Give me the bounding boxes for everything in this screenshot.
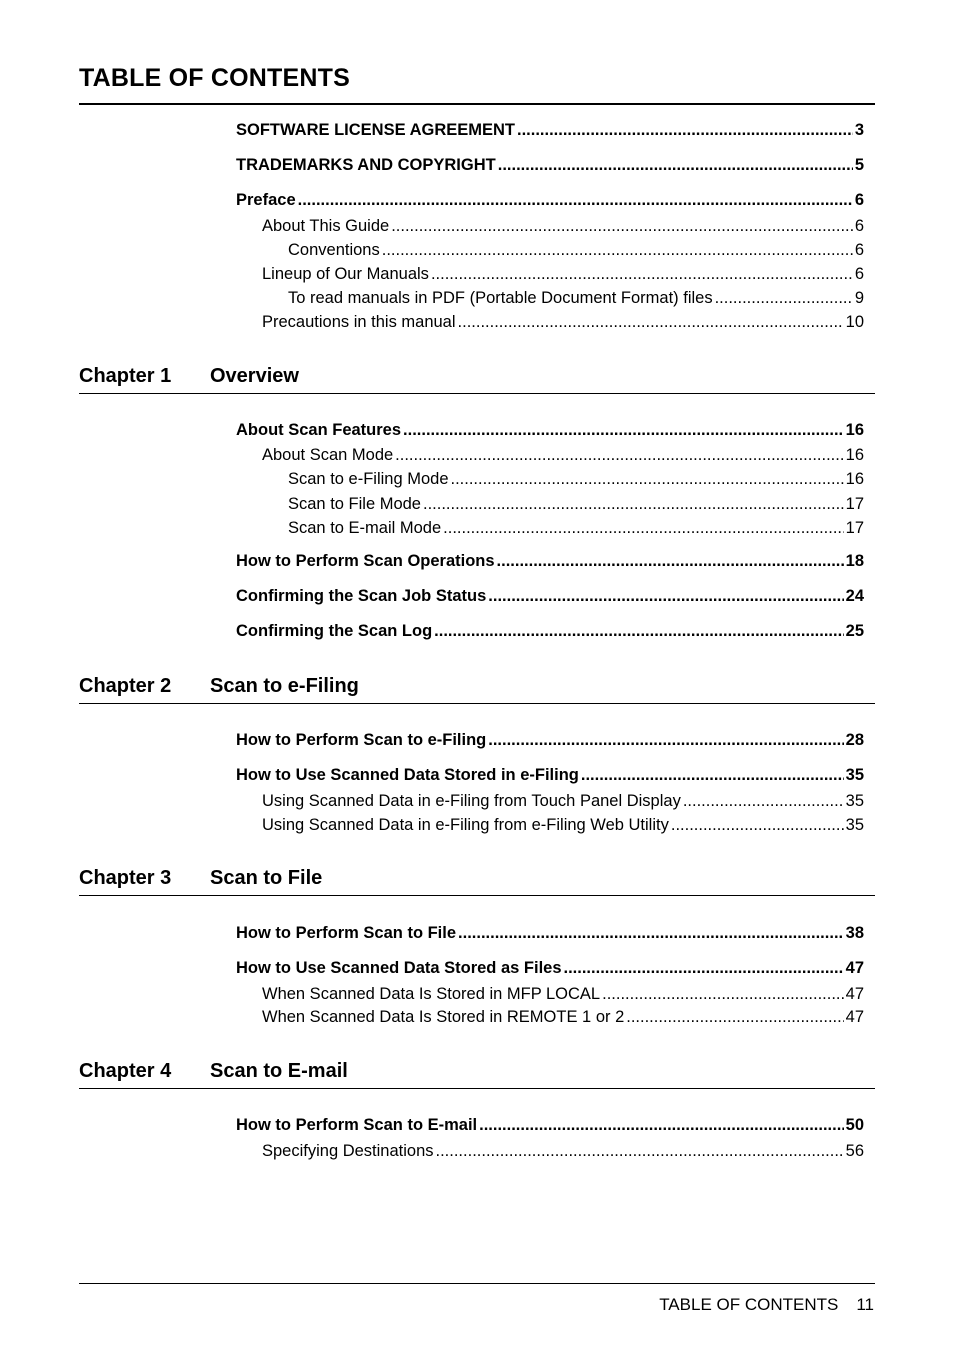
toc-entry-text: How to Perform Scan to File (236, 924, 457, 942)
leader-dots (458, 924, 844, 943)
toc-entry-text: Conventions (288, 241, 380, 259)
toc-entry-perform-scan-efiling[interactable] (236, 731, 864, 750)
page-title: TABLE OF CONTENTS (79, 64, 350, 92)
chapter-heading-1 (79, 365, 299, 388)
leader-dots (298, 191, 853, 210)
toc-entry-page: 16 (845, 446, 864, 464)
toc-entry-software-license[interactable] (236, 121, 864, 140)
toc-entry-precautions[interactable] (262, 313, 864, 332)
toc-entry-perform-scan-file[interactable] (236, 924, 864, 943)
toc-entry-preface[interactable] (236, 191, 864, 210)
toc-entry-text: TRADEMARKS AND COPYRIGHT (236, 156, 496, 174)
toc-entry-text: About This Guide (262, 217, 390, 235)
toc-entry-text: Lineup of Our Manuals (262, 265, 429, 283)
toc-entry-page: 25 (845, 622, 864, 640)
toc-entry-lineup-manuals[interactable] (262, 265, 864, 284)
toc-entry-text: About Scan Mode (262, 446, 394, 464)
toc-entry-text: How to Perform Scan to e-Filing (236, 731, 487, 749)
leader-dots (488, 587, 843, 606)
toc-entry-about-scan-features[interactable] (236, 421, 864, 440)
toc-entry-efiling-touch-panel[interactable] (262, 792, 864, 811)
toc-entry-text: How to Perform Scan Operations (236, 552, 495, 570)
chapter-divider (79, 393, 875, 394)
toc-entry-text: To read manuals in PDF (Portable Document Format) files (288, 289, 713, 307)
toc-entry-text: Preface (236, 191, 296, 209)
toc-entry-page: 6 (854, 217, 864, 235)
toc-entry-page: 16 (845, 470, 864, 488)
leader-dots (479, 1116, 844, 1135)
footer-divider (79, 1283, 875, 1284)
leader-dots (581, 766, 844, 785)
toc-entry-text: When Scanned Data Is Stored in REMOTE 1 or 2 (262, 1008, 625, 1026)
chapter-title: Overview (210, 365, 299, 387)
toc-entry-page: 28 (845, 731, 864, 749)
toc-entry-trademarks[interactable] (236, 156, 864, 175)
toc-entry-scan-log[interactable] (236, 622, 864, 641)
toc-entry-scan-job-status[interactable] (236, 587, 864, 606)
title-divider (79, 103, 875, 105)
toc-entry-about-scan-mode[interactable] (262, 446, 864, 465)
toc-entry-remote[interactable] (262, 1008, 864, 1027)
toc-entry-read-pdf[interactable] (288, 289, 864, 308)
leader-dots (715, 289, 853, 308)
toc-entry-page: 47 (845, 1008, 864, 1026)
leader-dots (391, 217, 853, 236)
toc-entry-text: Using Scanned Data in e-Filing from e-Filing Web Utility (262, 816, 669, 834)
toc-entry-text: How to Use Scanned Data Stored as Files (236, 959, 562, 977)
toc-entry-text: Using Scanned Data in e-Filing from Touch Panel Display (262, 792, 681, 810)
page-footer (659, 1295, 874, 1315)
toc-entry-page: 35 (845, 766, 864, 784)
toc-entry-text: Confirming the Scan Job Status (236, 587, 487, 605)
toc-entry-page: 17 (845, 495, 864, 513)
leader-dots (497, 552, 844, 571)
toc-entry-conventions[interactable] (288, 241, 864, 260)
chapter-heading-4 (79, 1060, 348, 1083)
leader-dots (395, 446, 843, 465)
toc-entry-text: Precautions in this manual (262, 313, 456, 331)
toc-entry-efiling-web-utility[interactable] (262, 816, 864, 835)
toc-entry-page: 3 (854, 121, 864, 139)
toc-entry-page: 56 (845, 1142, 864, 1160)
toc-entry-scan-email-mode[interactable] (288, 519, 864, 538)
leader-dots (443, 519, 843, 538)
toc-entry-page: 10 (845, 313, 864, 331)
toc-entry-page: 47 (845, 985, 864, 1003)
chapter-divider (79, 895, 875, 896)
chapter-title: Scan to File (210, 867, 323, 889)
chapter-heading-3 (79, 867, 322, 890)
leader-dots (434, 622, 843, 641)
toc-entry-page: 6 (854, 265, 864, 283)
footer-page-number: 11 (856, 1295, 874, 1314)
toc-entry-page: 6 (854, 241, 864, 259)
toc-entry-text: When Scanned Data Is Stored in MFP LOCAL (262, 985, 601, 1003)
toc-entry-text: How to Perform Scan to E-mail (236, 1116, 478, 1134)
toc-entry-scan-efiling-mode[interactable] (288, 470, 864, 489)
toc-entry-text: SOFTWARE LICENSE AGREEMENT (236, 121, 515, 139)
chapter-number: Chapter 2 (79, 675, 172, 697)
toc-entry-page: 24 (845, 587, 864, 605)
leader-dots (517, 121, 853, 140)
toc-entry-page: 5 (854, 156, 864, 174)
toc-entry-use-data-files[interactable] (236, 959, 864, 978)
footer-label: TABLE OF CONTENTS (659, 1295, 839, 1314)
toc-entry-scan-file-mode[interactable] (288, 495, 864, 514)
toc-entry-text: Confirming the Scan Log (236, 622, 433, 640)
toc-entry-use-data-efiling[interactable] (236, 766, 864, 785)
leader-dots (671, 816, 844, 835)
chapter-number: Chapter 3 (79, 867, 172, 889)
toc-entry-text: Specifying Destinations (262, 1142, 434, 1160)
chapter-number: Chapter 4 (79, 1060, 172, 1082)
toc-entry-mfp-local[interactable] (262, 985, 864, 1004)
leader-dots (436, 1142, 844, 1161)
leader-dots (431, 265, 853, 284)
toc-entry-text: Scan to E-mail Mode (288, 519, 442, 537)
chapter-divider (79, 703, 875, 704)
leader-dots (451, 470, 844, 489)
leader-dots (458, 313, 844, 332)
toc-entry-page: 38 (845, 924, 864, 942)
leader-dots (683, 792, 844, 811)
toc-entry-page: 47 (845, 959, 864, 977)
chapter-title: Scan to E-mail (210, 1060, 348, 1082)
chapter-divider (79, 1088, 875, 1089)
toc-entry-page: 50 (845, 1116, 864, 1134)
leader-dots (382, 241, 853, 260)
leader-dots (626, 1008, 843, 1027)
leader-dots (602, 985, 844, 1004)
toc-entry-text: About Scan Features (236, 421, 402, 439)
toc-entry-page: 35 (845, 816, 864, 834)
toc-entry-specifying-destinations[interactable] (262, 1142, 864, 1161)
toc-entry-page: 16 (845, 421, 864, 439)
chapter-number: Chapter 1 (79, 365, 172, 387)
toc-entry-page: 9 (854, 289, 864, 307)
toc-entry-page: 35 (845, 792, 864, 810)
toc-entry-text: How to Use Scanned Data Stored in e-Filing (236, 766, 579, 784)
toc-entry-perform-scan-email[interactable] (236, 1116, 864, 1135)
toc-entry-page: 18 (845, 552, 864, 570)
toc-entry-page: 6 (854, 191, 864, 209)
leader-dots (498, 156, 853, 175)
toc-entry-perform-scan-ops[interactable] (236, 552, 864, 571)
chapter-title: Scan to e-Filing (210, 675, 359, 697)
leader-dots (403, 421, 844, 440)
leader-dots (423, 495, 844, 514)
toc-entry-page: 17 (845, 519, 864, 537)
toc-entry-about-this-guide[interactable] (262, 217, 864, 236)
toc-entry-text: Scan to File Mode (288, 495, 421, 513)
chapter-heading-2 (79, 675, 359, 698)
leader-dots (564, 959, 844, 978)
toc-entry-text: Scan to e-Filing Mode (288, 470, 449, 488)
leader-dots (488, 731, 843, 750)
